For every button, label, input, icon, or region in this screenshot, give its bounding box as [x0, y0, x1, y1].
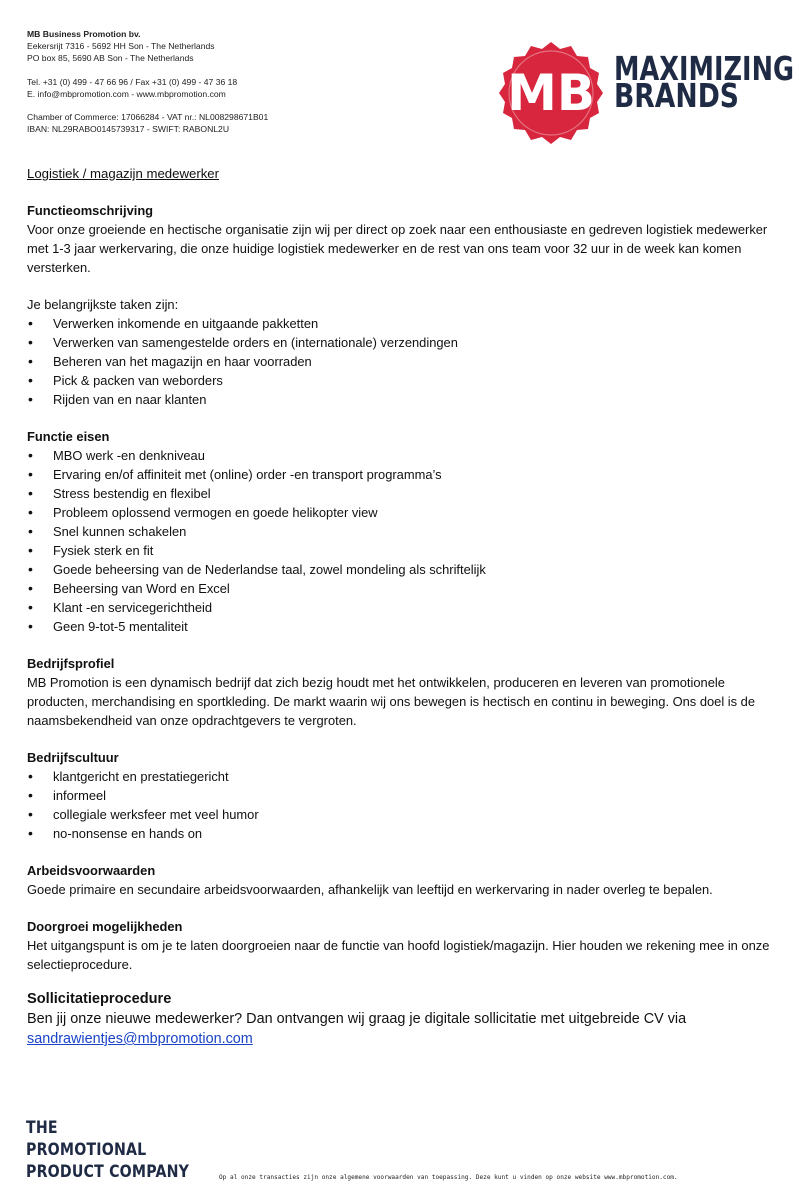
requirement-item: • MBO werk -en denkniveau [27, 446, 782, 465]
requirements-heading: Functie eisen [27, 429, 110, 444]
culture-item: • collegiale werksfeer met veel humor [27, 805, 782, 824]
address-line-2: PO box 85, 5690 AB Son - The Netherlands [27, 53, 194, 64]
requirement-item: • Beheersing van Word en Excel [27, 579, 782, 598]
footer-brand-line-2: PROMOTIONAL [26, 1140, 147, 1159]
requirement-item: • Probleem oplossend vermogen en goede helikopter view [27, 503, 782, 522]
conditions-heading: Arbeidsvoorwaarden [27, 863, 156, 878]
application-heading: Sollicitatieprocedure [27, 991, 172, 1007]
requirement-item: • Ervaring en/of affiniteit met (online) order -en transport programma’s [27, 465, 782, 484]
growth-heading: Doorgroei mogelijkheden [27, 919, 183, 934]
requirement-item: • Stress bestendig en flexibel [27, 484, 782, 503]
job-title: Logistiek / magazijn medewerker [27, 166, 220, 181]
culture-item: • informeel [27, 786, 782, 805]
footer-brand-line-3: PRODUCT COMPANY [26, 1162, 190, 1181]
footer-brand [26, 1117, 189, 1183]
requirement-item: • Goede beheersing van de Nederlandse taal, zowel mondeling als schriftelijk [27, 560, 782, 579]
tasks-intro: Je belangrijkste taken zijn: [27, 297, 179, 312]
iban-swift: IBAN: NL29RABO0145739317 - SWIFT: RABONL2U [27, 124, 230, 135]
letterhead [27, 28, 268, 135]
culture-item: • no-nonsense en hands on [27, 824, 782, 843]
logo-wordmark-line2: BRANDS [614, 76, 739, 115]
maximizing-brands-logo [498, 40, 800, 146]
company-name: MB Business Promotion bv. [27, 29, 141, 39]
task-item: • Beheren van het magazijn en haar voorraden [27, 352, 782, 371]
application-text: Ben jij onze nieuwe medewerker? Dan ontvangen wij graag je digitale sollicitatie met uitgebreide CV via [27, 1011, 687, 1027]
function-description-heading: Functieomschrijving [27, 203, 154, 218]
address-line-1: Eekersrijt 7316 - 5692 HH Son - The Netherlands [27, 41, 215, 52]
requirement-item: • Geen 9-tot-5 mentaliteit [27, 617, 782, 636]
company-profile-text: MB Promotion is een dynamisch bedrijf dat zich bezig houdt met het ontwikkelen, produceren en leveren van promotionele producten, merchandising en sportkleding. De markt waarin wij ons bewegen is hectisch en continu in beweging. Ons doel is de naamsbekendheid van onze opdrachtgevers te vergroten. [27, 675, 756, 728]
logo-badge [499, 42, 603, 144]
email-website: E. info@mbpromotion.com - www.mbpromotion.com [27, 88, 226, 99]
footer-brand-line-1: THE [26, 1118, 58, 1137]
chamber-vat: Chamber of Commerce: 17066284 - VAT nr.: NL008298671B01 [27, 112, 269, 123]
requirement-item: • Klant -en servicegerichtheid [27, 598, 782, 617]
logo-wordmark-line1: MAXIMIZING [614, 49, 794, 88]
logo-initials: MB [507, 64, 595, 122]
footer-terms-note: Op al onze transacties zijn onze algemene voorwaarden van toepassing. Deze kunt u vinden op onze website www.mbpromotion.com. [219, 1174, 678, 1181]
conditions-text: Goede primaire en secundaire arbeidsvoorwaarden, afhankelijk van leeftijd en werkervaring in nader overleg te bepalen. [27, 882, 713, 897]
company-profile-heading: Bedrijfsprofiel [27, 656, 115, 671]
task-item: • Verwerken inkomende en uitgaande pakketten [27, 314, 782, 333]
requirements-list [27, 446, 782, 636]
culture-item: • klantgericht en prestatiegericht [27, 767, 782, 786]
task-item: • Verwerken van samengestelde orders en (internationale) verzendingen [27, 333, 782, 352]
function-description-text: Voor onze groeiende en hectische organisatie zijn wij per direct op zoek naar een enthousiaste en gedreven logistiek medewerker met 1-3 jaar werkervaring, die onze huidige logistiek medewerker en de rest van ons team voor 32 uur in de week kan komen versterken. [27, 222, 768, 275]
growth-text: Het uitgangspunt is om je te laten doorgroeien naar de functie van hoofd logistiek/magazijn. Hier houden we rekening mee in onze selectieprocedure. [27, 938, 770, 972]
application-email-link[interactable]: sandrawientjes@mbpromotion.com [27, 1031, 253, 1047]
phone-fax: Tel. +31 (0) 499 - 47 66 96 / Fax +31 (0) 499 - 47 36 18 [27, 76, 238, 87]
task-item: • Rijden van en naar klanten [27, 390, 782, 409]
tasks-list [27, 314, 782, 409]
requirement-item: • Fysiek sterk en fit [27, 541, 782, 560]
company-culture-list [27, 767, 782, 843]
task-item: • Pick & packen van weborders [27, 371, 782, 390]
company-culture-heading: Bedrijfscultuur [27, 750, 119, 765]
job-posting [27, 164, 782, 1049]
requirement-item: • Snel kunnen schakelen [27, 522, 782, 541]
